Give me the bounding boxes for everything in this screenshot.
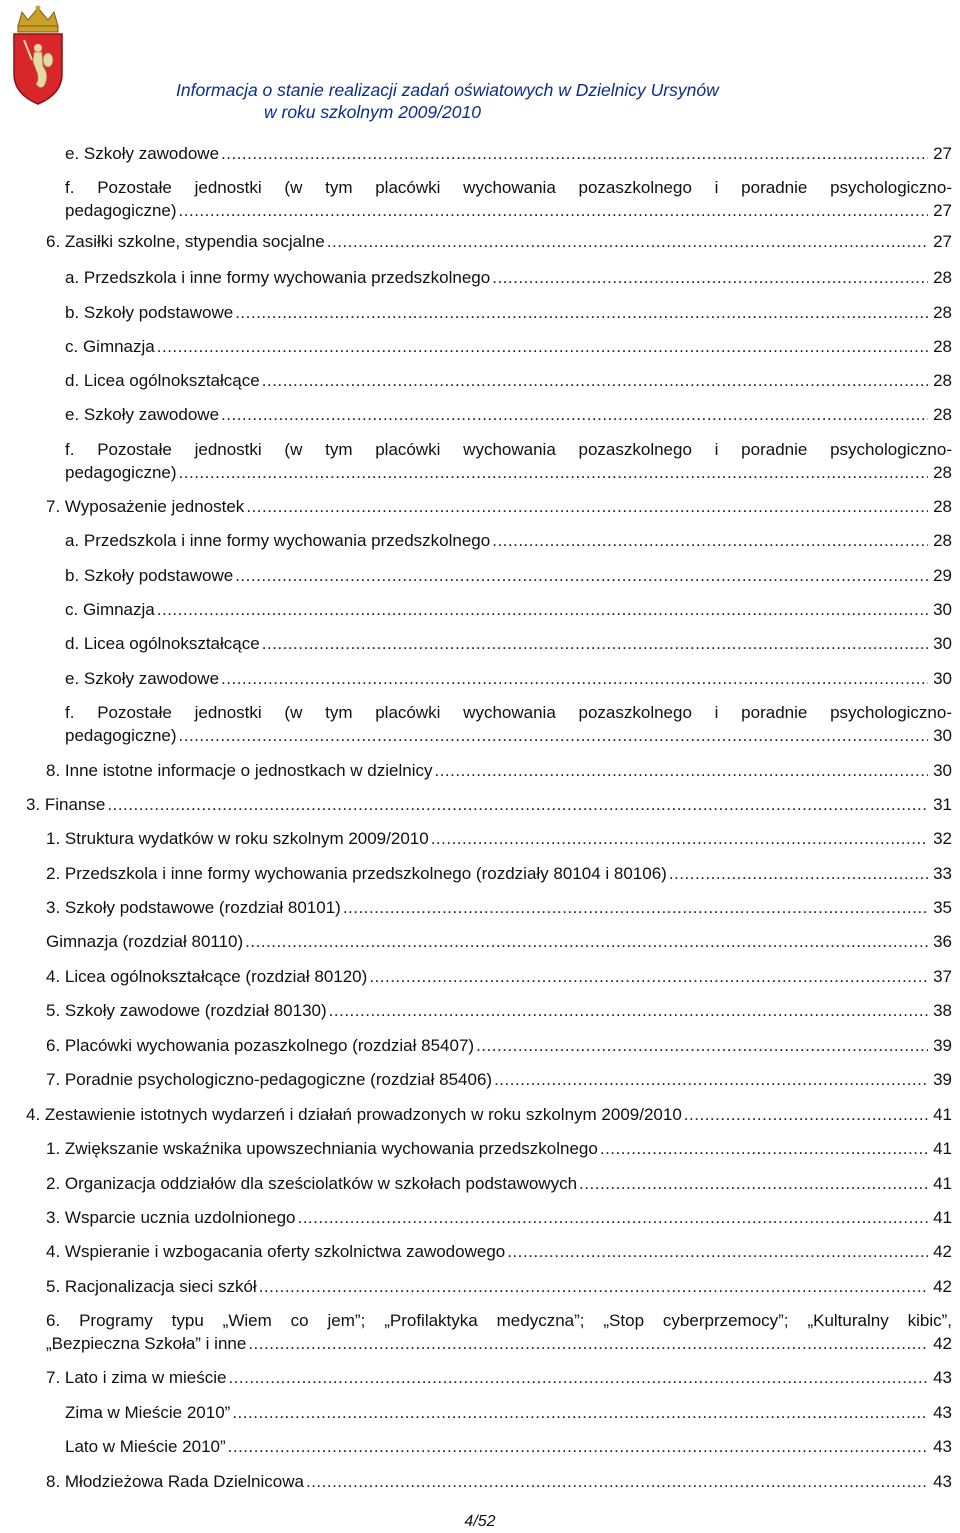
toc-entry-title: 8. Inne istotne informacje o jednostkach w dzielnicy — [46, 761, 433, 780]
page-number: 4/52 — [464, 1513, 496, 1530]
toc-entry-page-number: 30 — [933, 726, 952, 745]
dot-leader — [327, 230, 928, 253]
toc-entry-title: b. Szkoły podstawowe — [65, 303, 234, 322]
toc-entry[interactable] — [65, 598, 952, 621]
toc-entry[interactable] — [46, 1172, 952, 1195]
toc-entry-title: 7. Poradnie psychologiczno-pedagogiczne (rozdział 85406) — [46, 1070, 493, 1089]
toc-entry[interactable] — [46, 827, 952, 850]
dot-leader — [221, 403, 928, 426]
dot-leader — [262, 369, 928, 392]
toc-entry[interactable] — [46, 1206, 952, 1229]
dot-leader — [157, 598, 928, 621]
toc-entry-page-number: 41 — [933, 1174, 952, 1193]
toc-entry-title: 8. Młodzieżowa Rada Dzielnicowa — [46, 1472, 304, 1491]
toc-entry-title: 5. Szkoły zawodowe (rozdział 80130) — [46, 1001, 327, 1020]
toc-entry-title: 7. Wyposażenie jednostek — [46, 497, 245, 516]
dot-leader — [179, 461, 928, 484]
toc-entry-page-number: 42 — [933, 1334, 952, 1353]
dot-leader — [221, 667, 928, 690]
toc-entry-title: d. Licea ogólnokształcące — [65, 634, 260, 653]
toc-entry-title: a. Przedszkola i inne formy wychowania przedszkolnego — [65, 268, 491, 287]
toc-entry-title: 5. Racjonalizacja sieci szkół — [46, 1277, 257, 1296]
toc-entry[interactable] — [46, 862, 952, 885]
toc-entry-title: 1. Zwiększanie wskaźnika upowszechniania wychowania przedszkolnego — [46, 1139, 598, 1158]
toc-entry-title: c. Gimnazja — [65, 337, 155, 356]
toc-entry-title: Zima w Mieście 2010” — [65, 1403, 231, 1422]
toc-entry-page-number: 37 — [933, 967, 952, 986]
toc-entry-title: Lato w Mieście 2010” — [65, 1437, 226, 1456]
toc-entry-page-number: 28 — [933, 405, 952, 424]
toc-entry-title: Gimnazja (rozdział 80110) — [46, 932, 244, 951]
toc-entry[interactable] — [65, 301, 952, 324]
toc-entry-title: d. Licea ogólnokształcące — [65, 371, 260, 390]
document-header — [176, 79, 836, 123]
toc-entry-title: 2. Organizacja oddziałów dla sześciolatków w szkołach podstawowych — [46, 1174, 578, 1193]
toc-entry-title: 3. Szkoły podstawowe (rozdział 80101) — [46, 898, 341, 917]
toc-entry-page-number: 41 — [933, 1208, 952, 1227]
toc-entry-title: e. Szkoły zawodowe — [65, 405, 220, 424]
toc-entry-title: 6. Placówki wychowania pozaszkolnego (rozdział 85407) — [46, 1036, 475, 1055]
toc-entry[interactable] — [65, 632, 952, 655]
dot-leader — [107, 793, 928, 816]
toc-entry[interactable] — [46, 1034, 952, 1057]
toc-entry[interactable] — [65, 701, 952, 747]
toc-entry[interactable] — [46, 1309, 952, 1355]
toc-entry[interactable] — [46, 495, 952, 518]
dot-leader — [235, 301, 928, 324]
toc-entry-page-number: 33 — [933, 864, 952, 883]
dot-leader — [494, 1068, 928, 1091]
toc-entry-page-number: 30 — [933, 600, 952, 619]
dot-leader — [431, 827, 928, 850]
header-title-line2: w roku szkolnym 2009/2010 — [264, 102, 481, 122]
toc-entry-page-number: 43 — [933, 1368, 952, 1387]
toc-entry[interactable] — [46, 1470, 952, 1493]
toc-entry-page-number: 41 — [933, 1105, 952, 1124]
toc-entry-title: 4. Wspieranie i wzbogacania oferty szkolnictwa zawodowego — [46, 1242, 506, 1261]
dot-leader — [684, 1103, 928, 1126]
toc-entry-page-number: 27 — [933, 201, 952, 220]
toc-entry-page-number: 38 — [933, 1001, 952, 1020]
toc-entry-title: 3. Finanse — [26, 795, 106, 814]
toc-entry-title: pedagogiczne) — [65, 463, 177, 482]
toc-entry-page-number: 31 — [933, 795, 952, 814]
toc-entry-title: 4. Zestawienie istotnych wydarzeń i działań prowadzonych w roku szkolnym 2009/2010 — [26, 1105, 682, 1124]
dot-leader — [476, 1034, 928, 1057]
dot-leader — [262, 632, 928, 655]
toc-entry[interactable] — [46, 1366, 952, 1389]
toc-entry-page-number: 39 — [933, 1070, 952, 1089]
toc-entry[interactable] — [26, 1103, 952, 1126]
toc-entry[interactable] — [46, 896, 952, 919]
toc-entry-page-number: 35 — [933, 898, 952, 917]
dot-leader — [329, 999, 928, 1022]
toc-entry-title: 4. Licea ogólnokształcące (rozdział 80120) — [46, 967, 368, 986]
toc-entry-page-number: 32 — [933, 829, 952, 848]
toc-entry[interactable] — [65, 142, 952, 165]
toc-entry[interactable] — [65, 176, 952, 222]
dot-leader — [232, 1401, 928, 1424]
toc-entry-page-number: 30 — [933, 761, 952, 780]
toc-entry-page-number: 30 — [933, 669, 952, 688]
toc-entry-page-number: 42 — [933, 1277, 952, 1296]
dot-leader — [228, 1435, 928, 1458]
toc-entry-page-number: 43 — [933, 1403, 952, 1422]
dot-leader — [579, 1172, 928, 1195]
toc-entry[interactable] — [65, 438, 952, 484]
dot-leader — [434, 759, 928, 782]
toc-entry-title: 1. Struktura wydatków w roku szkolnym 2009/2010 — [46, 829, 429, 848]
toc-entry-title-line1: 6. Programy typu „Wiem co jem”; „Profilaktyka medyczna”; „Stop cyberprzemocy”; „Kulturalny kibic”, — [46, 1311, 952, 1330]
dot-leader — [343, 896, 928, 919]
toc-entry-title-line1: f. Pozostałe jednostki (w tym placówki wychowania pozaszkolnego i poradnie psychologiczno- — [65, 178, 952, 197]
toc-entry[interactable] — [46, 1240, 952, 1263]
toc-entry-page-number: 28 — [933, 531, 952, 550]
toc-entry-page-number: 30 — [933, 634, 952, 653]
toc-entry[interactable] — [65, 266, 952, 289]
toc-entry-page-number: 43 — [933, 1472, 952, 1491]
toc-entry[interactable] — [46, 759, 952, 782]
dot-leader — [306, 1470, 928, 1493]
toc-entry[interactable] — [46, 1137, 952, 1160]
toc-entry[interactable] — [65, 369, 952, 392]
toc-entry[interactable] — [65, 335, 952, 358]
toc-entry[interactable] — [46, 965, 952, 988]
toc-entry-page-number: 41 — [933, 1139, 952, 1158]
toc-entry-title-line1: f. Pozostałe jednostki (w tym placówki wychowania pozaszkolnego i poradnie psychologiczno- — [65, 703, 952, 722]
toc-entry-page-number: 27 — [933, 232, 952, 251]
dot-leader — [228, 1366, 928, 1389]
toc-entry-page-number: 28 — [933, 268, 952, 287]
toc-entry-page-number: 39 — [933, 1036, 952, 1055]
toc-entry[interactable] — [26, 793, 952, 816]
dot-leader — [492, 529, 928, 552]
toc-entry-page-number: 28 — [933, 497, 952, 516]
toc-entry[interactable] — [46, 930, 952, 953]
toc-entry-page-number: 27 — [933, 144, 952, 163]
toc-entry[interactable] — [46, 1275, 952, 1298]
dot-leader — [179, 199, 928, 222]
dot-leader — [157, 335, 928, 358]
toc-entry-page-number: 43 — [933, 1437, 952, 1456]
toc-entry-title: pedagogiczne) — [65, 726, 177, 745]
toc-entry[interactable] — [65, 667, 952, 690]
toc-entry-page-number: 29 — [933, 566, 952, 585]
toc-entry-title: e. Szkoły zawodowe — [65, 144, 220, 163]
toc-entry[interactable] — [65, 529, 952, 552]
dot-leader — [492, 266, 928, 289]
dot-leader — [507, 1240, 928, 1263]
dot-leader — [600, 1137, 928, 1160]
toc-entry-title-line1: f. Pozostałe jednostki (w tym placówki wychowania pozaszkolnego i poradnie psychologiczno- — [65, 440, 952, 459]
toc-entry[interactable] — [65, 403, 952, 426]
toc-entry-title: 7. Lato i zima w mieście — [46, 1368, 227, 1387]
toc-entry[interactable] — [46, 999, 952, 1022]
toc-entry-title: 2. Przedszkola i inne formy wychowania przedszkolnego (rozdziały 80104 i 80106) — [46, 864, 667, 883]
toc-entry-title: b. Szkoły podstawowe — [65, 566, 234, 585]
dot-leader — [235, 564, 928, 587]
toc-entry-title: 3. Wsparcie ucznia uzdolnionego — [46, 1208, 296, 1227]
toc-entry[interactable] — [65, 1401, 952, 1424]
toc-entry[interactable] — [65, 564, 952, 587]
toc-entry-title: 6. Zasiłki szkolne, stypendia socjalne — [46, 232, 325, 251]
toc-entry-page-number: 42 — [933, 1242, 952, 1261]
dot-leader — [245, 930, 928, 953]
dot-leader — [221, 142, 928, 165]
toc-entry-page-number: 28 — [933, 337, 952, 356]
toc-entry-title: a. Przedszkola i inne formy wychowania przedszkolnego — [65, 531, 491, 550]
dot-leader — [248, 1332, 928, 1355]
toc-entry-title: pedagogiczne) — [65, 201, 177, 220]
toc-entry[interactable] — [46, 1068, 952, 1091]
dot-leader — [246, 495, 928, 518]
dot-leader — [259, 1275, 928, 1298]
toc-entry[interactable] — [65, 1435, 952, 1458]
dot-leader — [669, 862, 928, 885]
toc-entry-page-number: 28 — [933, 463, 952, 482]
warsaw-coat-of-arms-logo — [10, 4, 66, 108]
dot-leader — [369, 965, 928, 988]
dot-leader — [297, 1206, 928, 1229]
toc-entry-page-number: 28 — [933, 371, 952, 390]
dot-leader — [179, 724, 928, 747]
toc-entry[interactable] — [46, 230, 952, 253]
toc-entry-title: „Bezpieczna Szkoła” i inne — [46, 1334, 247, 1353]
header-title-line1: Informacja o stanie realizacji zadań oświatowych w Dzielnicy Ursynów — [176, 80, 719, 100]
toc-entry-page-number: 28 — [933, 303, 952, 322]
toc-entry-title: c. Gimnazja — [65, 600, 155, 619]
toc-entry-title: e. Szkoły zawodowe — [65, 669, 220, 688]
toc-entry-page-number: 36 — [933, 932, 952, 951]
